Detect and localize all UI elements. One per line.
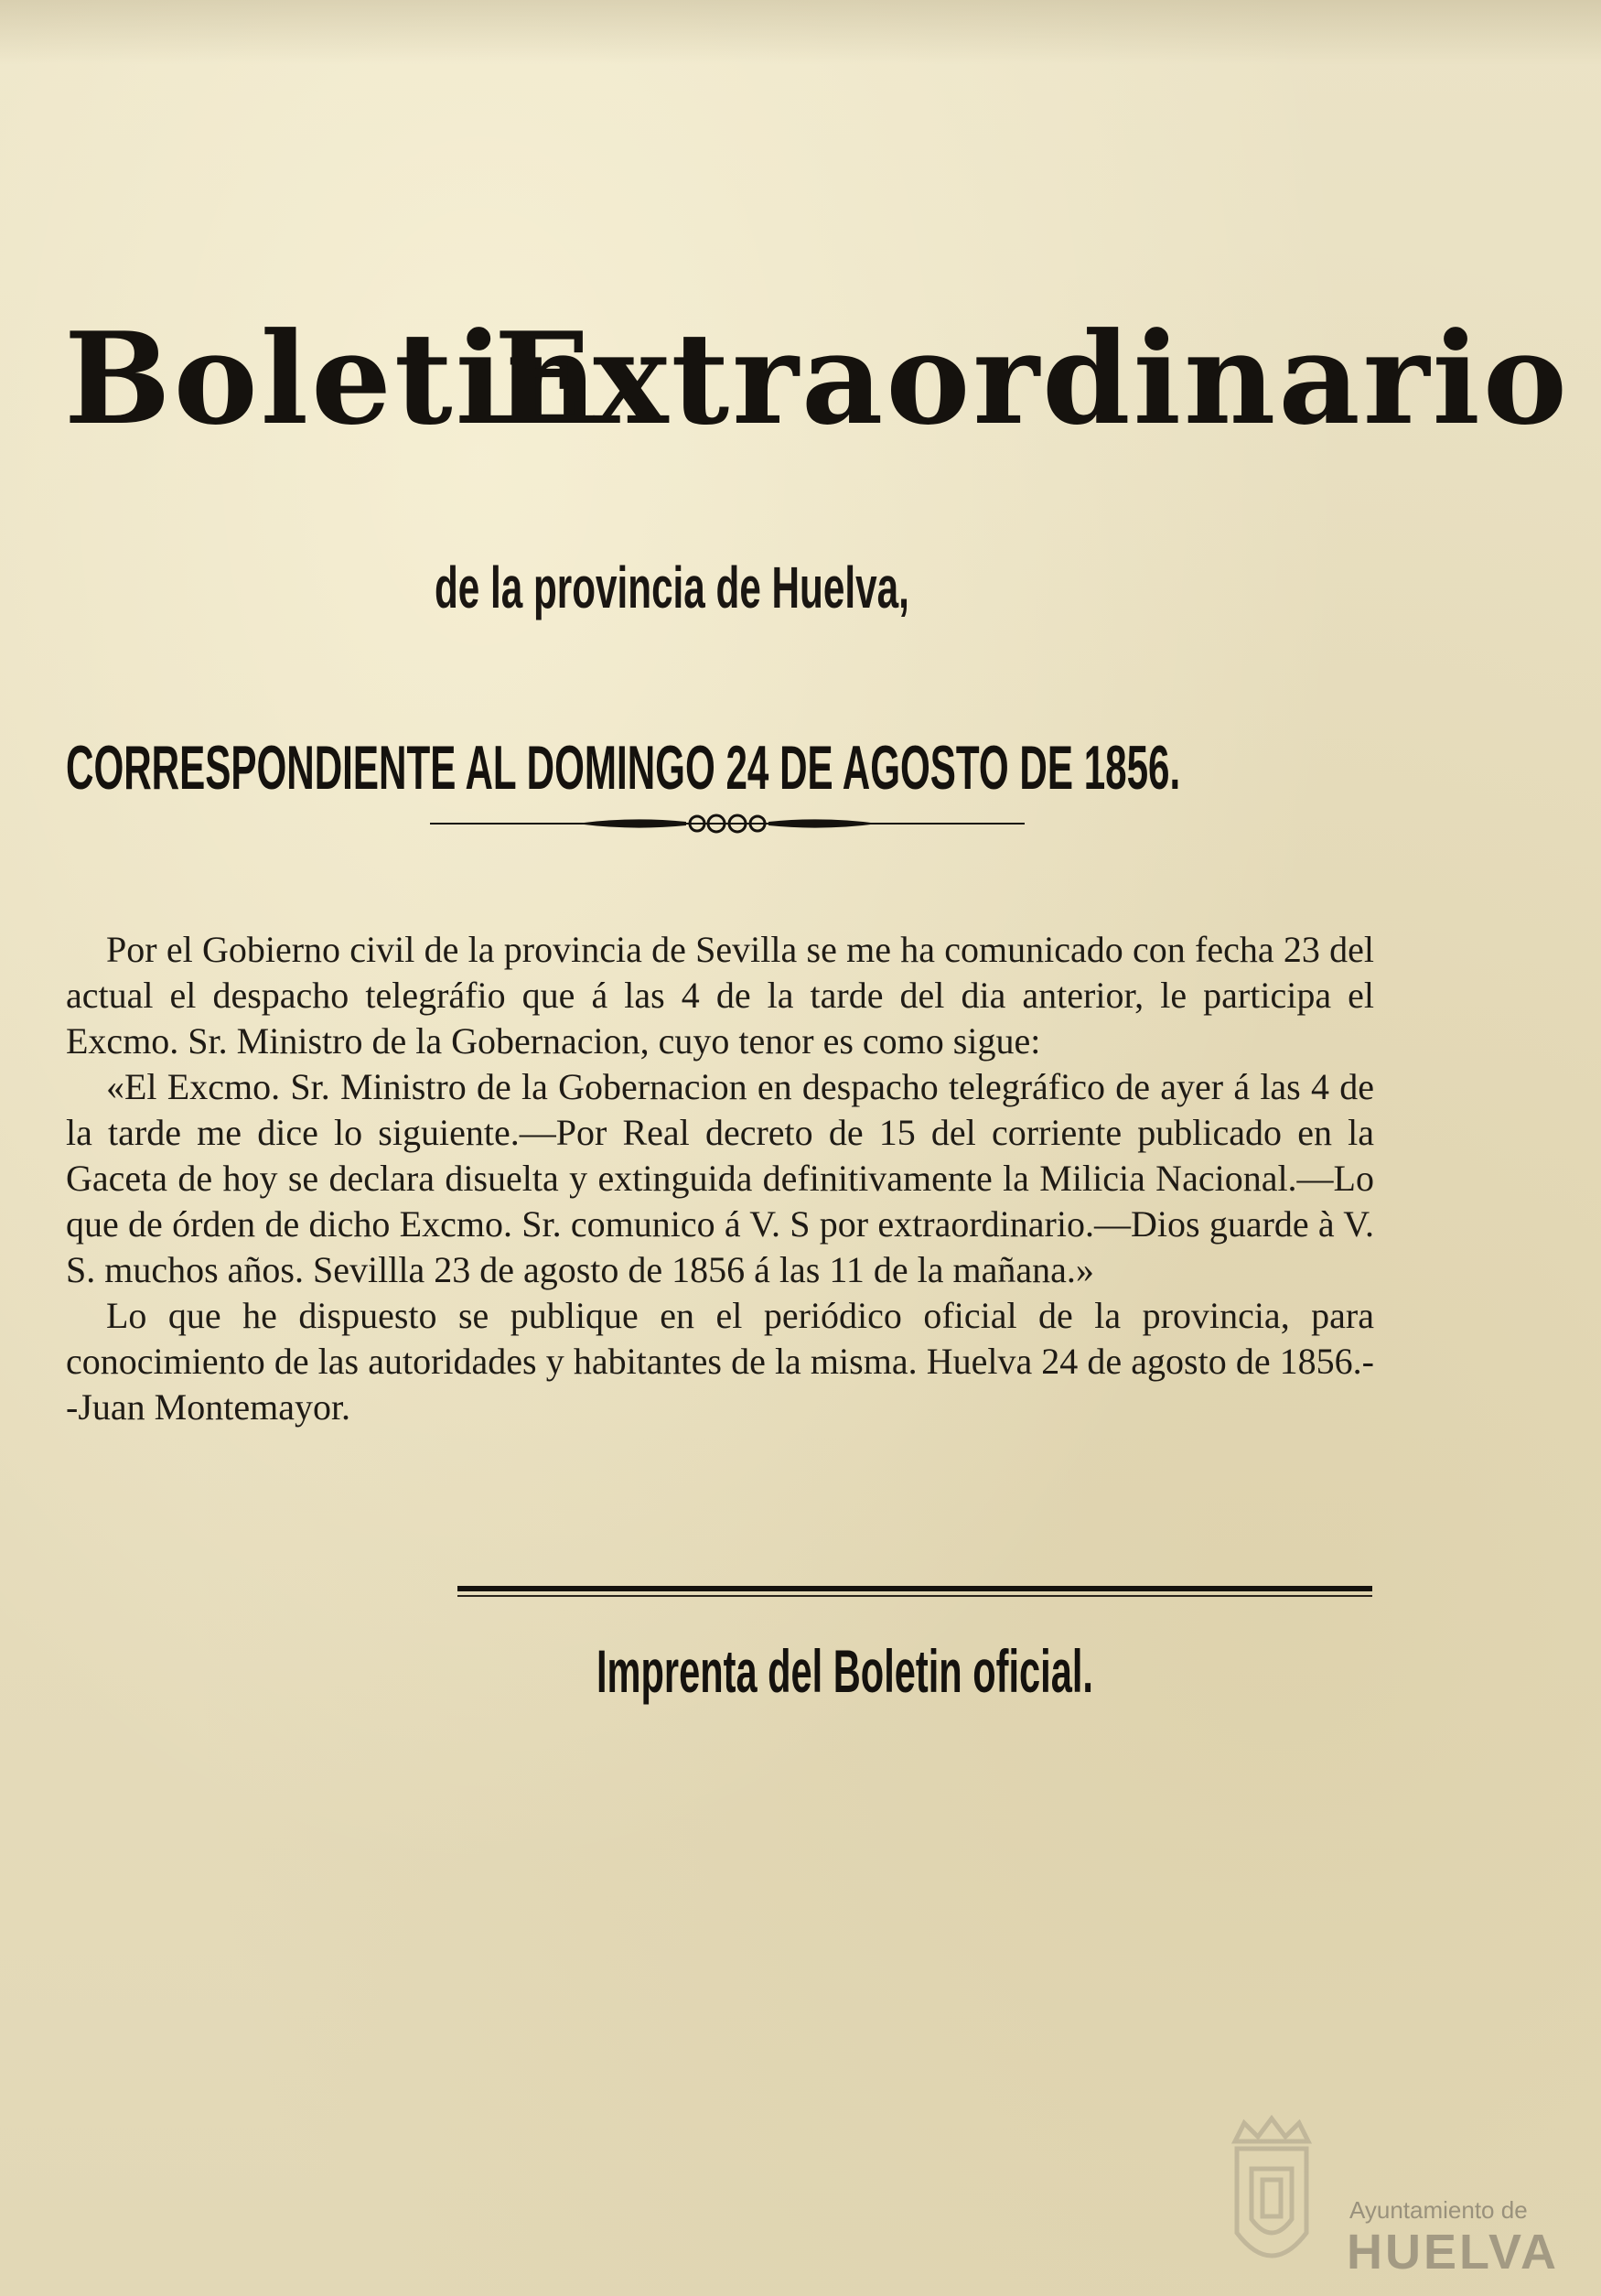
paragraph-intro: Por el Gobierno civil de la provincia de Sevilla se me ha comunicado con fecha 23 del actual el despacho telegráfio que á las 4 de la tarde del dia anterior, le participa el Excmo. Sr. Ministro de la Gobernacion, cuyo tenor es como sigue: [66, 929, 1374, 1062]
footer-rule-thin [457, 1595, 1372, 1597]
ornament-divider [430, 807, 1025, 840]
masthead-word-boletin: Boletin [64, 304, 601, 453]
paragraph-quote: «El Excmo. Sr. Ministro de la Gobernacion en despacho telegráfico de ayer á las 4 de la tarde me dice lo siguiente.—Por Real decreto de 15 del corriente publicado en la Gaceta de hoy se declara disuelta y extinguida definitivamente la Milicia Nacional.—Lo que de órden de dicho Excmo. Sr. comunico á V. S por extraordinario.—Dios guarde à V. S. muchos años. Sevillla 23 de agosto de 1856 á las 11 de la mañana.» [66, 1066, 1374, 1290]
watermark-line2: HUELVA [1347, 2225, 1559, 2280]
dateline: CORRESPONDIENTE AL DOMINGO 24 DE AGOSTO DE 1856. [66, 733, 1181, 803]
masthead-word-extraordinario: Extraordinario [494, 304, 1570, 453]
watermark-line1: Ayuntamiento de [1349, 2196, 1528, 2224]
footer-rule-thick [457, 1586, 1372, 1591]
subtitle-province: de la provincia de Huelva, [435, 555, 909, 620]
body-text [66, 927, 1374, 1430]
paragraph-closing: Lo que he dispuesto se publique en el periódico oficial de la provincia, para conocimiento de las autoridades y habitantes de la misma. Huelva 24 de agosto de 1856.--Juan Montemayor. [66, 1295, 1374, 1428]
masthead-title [64, 304, 1570, 453]
imprint-line: Imprenta del Boletin oficial. [596, 1637, 1093, 1705]
